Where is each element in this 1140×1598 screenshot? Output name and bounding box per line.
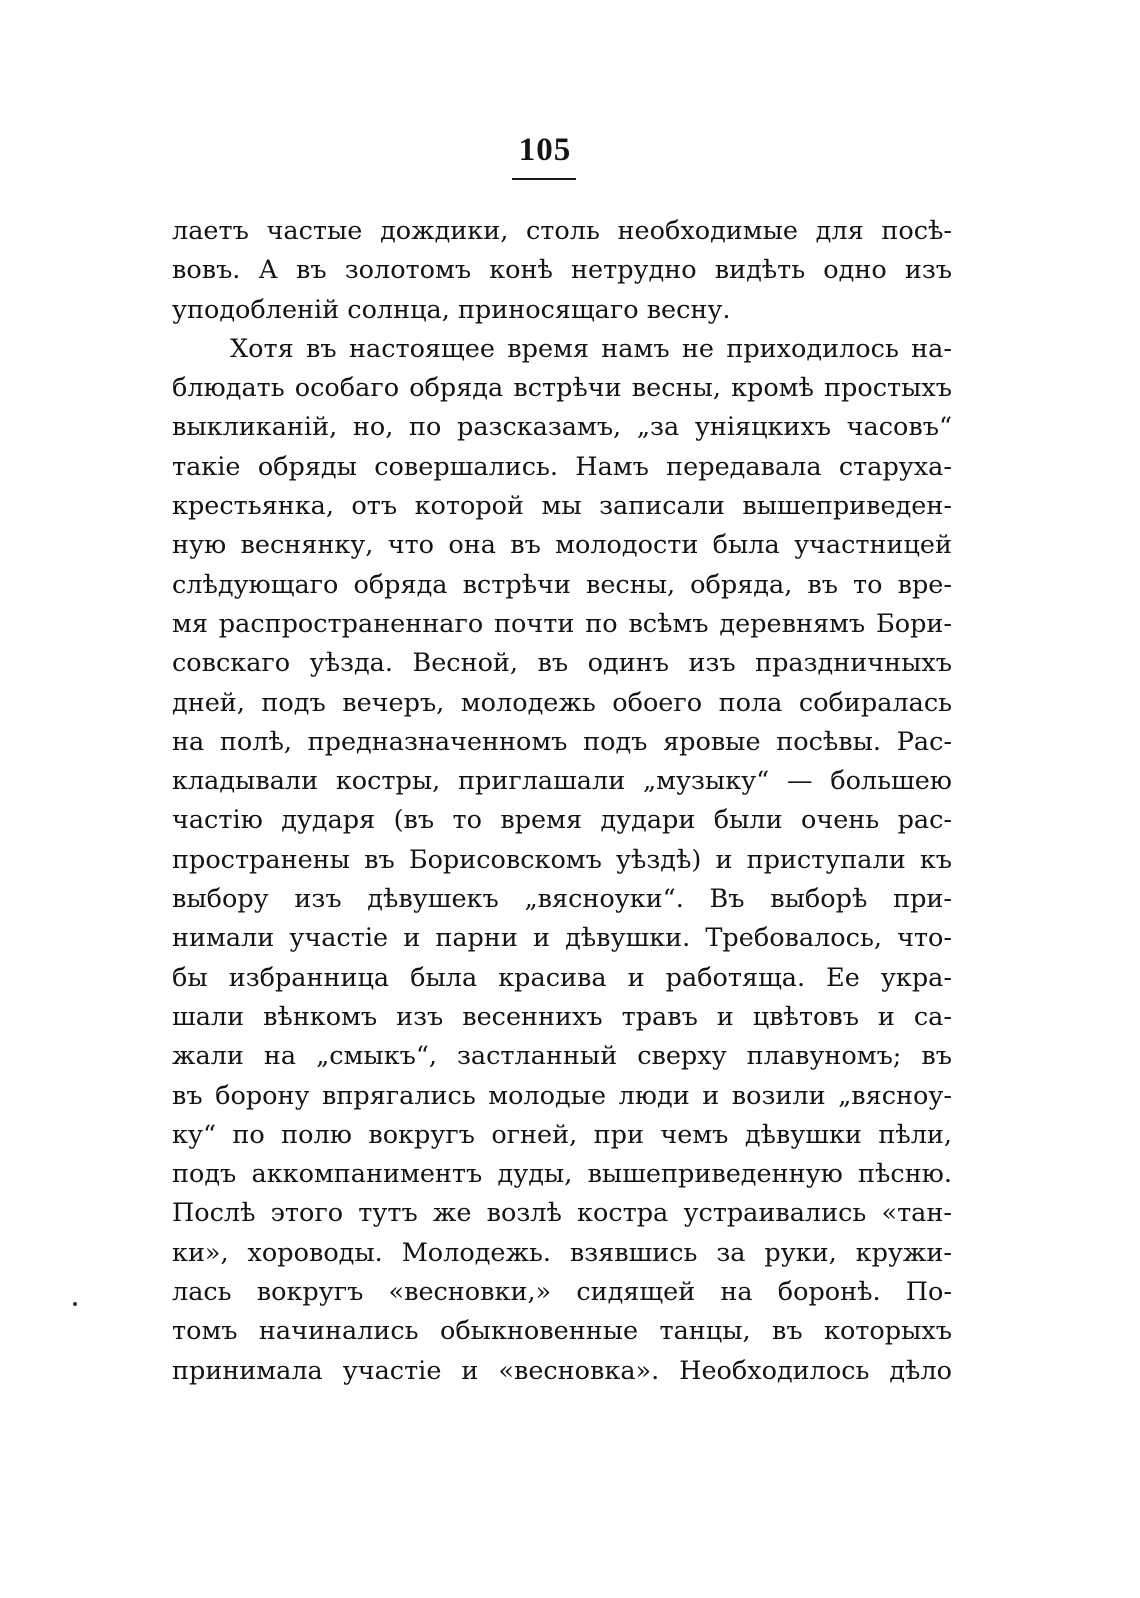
text-line-21: шали вѣнкомъ изъ весеннихъ травъ и цвѣтовъ и са-	[172, 1001, 952, 1032]
text-line-8: крестьянка, отъ которой мы записали вышеприведен-	[172, 491, 952, 522]
text-line-22: жали на „смыкъ“, застланный сверху плавуномъ; въ	[172, 1041, 952, 1072]
text-line-30: принимала участіе и «весновка». Необходилось дѣло	[172, 1355, 952, 1386]
text-line-17: пространены въ Борисовскомъ уѣздѣ) и приступали къ	[172, 844, 952, 875]
text-line-20: бы избранница была красива и работяща. Ее укра-	[172, 962, 952, 993]
text-line-6: выкликаній, но, по разсказамъ, „за уніяцкихъ часовъ“	[172, 412, 952, 443]
text-line-10: слѣдующаго обряда встрѣчи весны, обряда, въ то вре-	[172, 569, 952, 600]
text-line-24: ку“ по полю вокругъ огней, при чемъ дѣвушки пѣли,	[172, 1119, 952, 1150]
text-line-4: Хотя въ настоящее время намъ не приходилось на-	[230, 333, 952, 364]
text-line-19: нимали участіе и парни и дѣвушки. Требовалось, что-	[172, 923, 952, 954]
text-line-29: томъ начинались обыкновенные танцы, въ которыхъ	[172, 1316, 952, 1347]
text-line-13: дней, подъ вечеръ, молодежь обоего пола собиралась	[172, 687, 952, 718]
page-number-rule	[512, 178, 576, 180]
text-line-23: въ борону впрягались молодые люди и возили „вясноу-	[172, 1080, 952, 1111]
scan-speck	[73, 1302, 77, 1306]
page-number: 105	[518, 132, 572, 168]
text-line-27: ки», хороводы. Молодежь. взявшись за руки, кружи-	[172, 1237, 952, 1268]
text-line-2: вовъ. А въ золотомъ конѣ нетрудно видѣть одно изъ	[172, 255, 952, 286]
text-line-11: мя распространеннаго почти по всѣмъ деревнямъ Бори-	[172, 608, 952, 639]
text-line-15: кладывали костры, приглашали „музыку“ — большею	[172, 766, 952, 797]
text-line-16: частію дударя (въ то время дудари были очень рас-	[172, 805, 952, 836]
text-line-12: совскаго уѣзда. Весной, въ одинъ изъ праздничныхъ	[172, 648, 952, 679]
text-line-18: выбору изъ дѣвушекъ „вясноуки“. Въ выборѣ при-	[172, 884, 952, 915]
body-text	[172, 212, 952, 1391]
text-line-7: такіе обряды совершались. Намъ передавала старуха-	[172, 451, 952, 482]
text-line-5: блюдать особаго обряда встрѣчи весны, кромѣ простыхъ	[172, 373, 952, 404]
text-line-9: ную веснянку, что она въ молодости была участницей	[172, 530, 952, 561]
text-line-3: уподобленій солнца, приносящаго весну.	[172, 294, 731, 325]
text-line-26: Послѣ этого тутъ же возлѣ костра устраивались «тан-	[172, 1198, 952, 1229]
text-line-1: лаетъ частые дождики, столь необходимые для посѣ-	[172, 216, 952, 246]
text-line-28: лась вокругъ «весновки,» сидящей на боронѣ. По-	[172, 1277, 952, 1308]
text-line-14: на полѣ, предназначенномъ подъ яровые посѣвы. Рас-	[172, 726, 952, 757]
text-line-25: подъ аккомпаниментъ дуды, вышеприведенную пѣсню.	[172, 1159, 952, 1190]
